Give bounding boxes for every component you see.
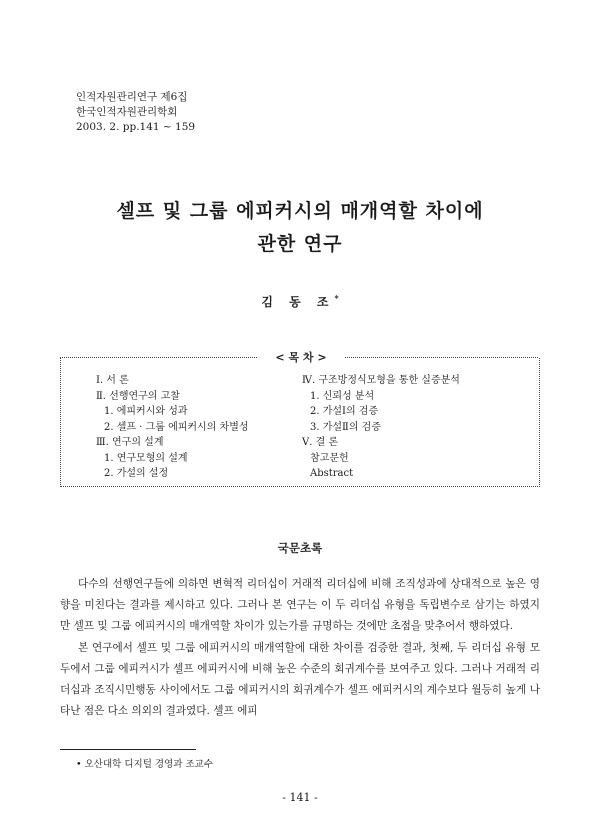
toc-item: Ⅰ. 서 론 xyxy=(96,375,129,386)
page-number: - 141 - xyxy=(282,791,318,804)
author xyxy=(0,293,600,310)
abstract-body xyxy=(60,574,540,722)
paper-title-line-1: 셀프 및 그룹 에피커시의 매개역할 차이에 xyxy=(116,200,484,222)
toc-item: Abstract xyxy=(310,468,354,479)
journal-name: 인적자원관리연구 제6집 xyxy=(76,91,188,103)
paper-title-line-2: 관한 연구 xyxy=(257,233,343,255)
toc-item: 2. 셀프 · 그룹 에피커시의 차별성 xyxy=(104,421,249,433)
toc-item: 1. 에피커시와 성과 xyxy=(104,406,188,417)
toc-item: 1. 연구모형의 설계 xyxy=(104,452,188,464)
abstract-paragraph-2: 본 연구에서 셀프 및 그룹 에피커시의 매개역할에 대한 차이를 검증한 결과, 첫째, 두 리더십 유형 모두에서 그룹 에피커시가 셀프 에피커시에 비해 높은 수준의 회귀계수를 보여주고 있다. 그러나 거래적 리더십과 조직시민행동 사이에서도 그룹 에피커시의 회귀계수가 셀프 에피커시의 계수보다 월등히 높게 나타난 점은 다소 의외의 결과였다. 셀프 에피 xyxy=(60,641,540,718)
toc-left-column xyxy=(96,373,249,482)
abstract-heading: 국문초록 xyxy=(277,541,323,555)
abstract-paragraph-1: 다수의 선행연구들에 의하면 변혁적 리더십이 거래적 리더십에 비해 조직성과에 상대적으로 높은 영향을 미친다는 결과를 제시하고 있다. 그러나 본 연구는 이 두 리더십 유형을 독립변수로 삼기는 하였지만 셀프 및 그룹 에피커시의 매개역할 차이가 있는가를 규명하는 것에만 초점을 맞추어서 행하였다. xyxy=(60,578,540,633)
toc-right-column xyxy=(302,373,460,482)
author-name: 김 동 조 xyxy=(261,295,335,309)
journal-society: 한국인적자원관리학회 xyxy=(76,106,178,118)
toc-item: 2. 가설의 설정 xyxy=(104,468,169,479)
toc-item: 2. 가설Ⅰ의 검증 xyxy=(310,406,379,417)
journal-info xyxy=(76,90,195,135)
toc-item: Ⅳ. 구조방정식모형을 통한 실증분석 xyxy=(302,375,460,386)
journal-pages: 2003. 2. pp.141 ~ 159 xyxy=(76,121,196,133)
toc-item: 3. 가설Ⅱ의 검증 xyxy=(310,421,381,433)
author-footnote-mark: * xyxy=(334,293,339,303)
toc-item: Ⅴ. 결 론 xyxy=(302,437,339,448)
toc-item: Ⅱ. 선행연구의 고찰 xyxy=(96,390,180,402)
toc-item: 1. 신뢰성 분석 xyxy=(310,390,375,402)
toc-item: 참고문헌 xyxy=(310,452,349,464)
toc-heading: < 목 차 > xyxy=(275,351,327,364)
footnote-rule xyxy=(60,749,196,750)
footnote: • 오산대학 디지털 경영과 조교수 xyxy=(76,759,213,770)
toc-item: Ⅲ. 연구의 설계 xyxy=(96,437,164,448)
